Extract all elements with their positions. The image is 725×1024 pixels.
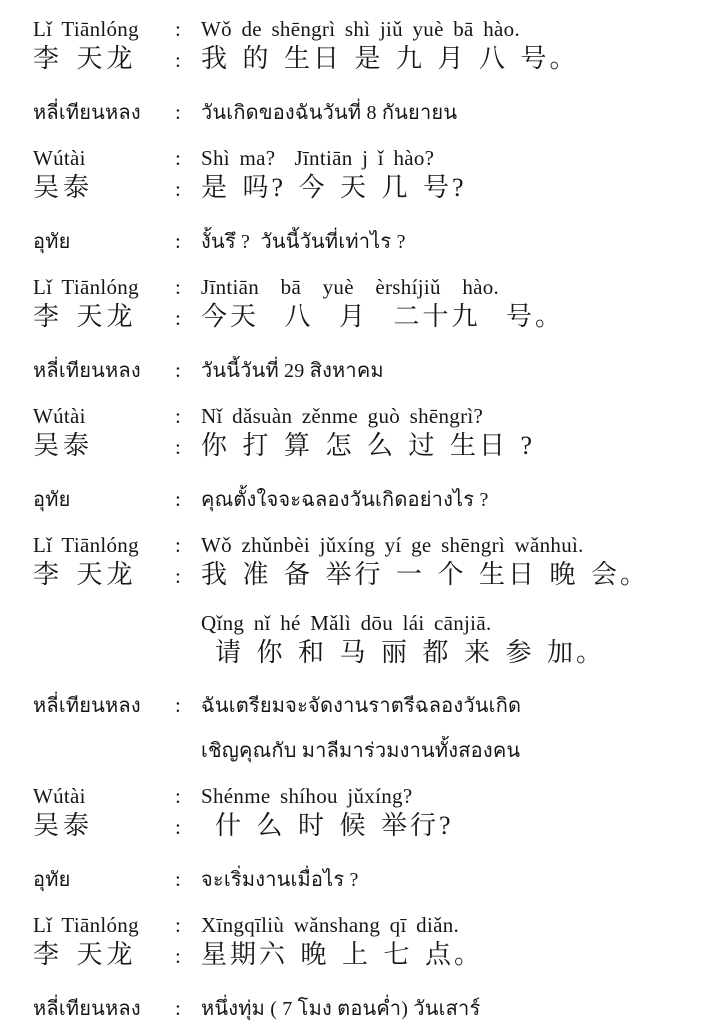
pinyin-line: Xīngqīliù wǎnshang qī diǎn. [201, 913, 460, 937]
dialogue-row-continuation [33, 610, 707, 636]
colon-separator: : [175, 487, 181, 511]
hanzi-line: 我 的 生日 是 九 月 八 号。 [201, 44, 579, 73]
colon-separator: : [175, 996, 181, 1020]
colon-separator: : [175, 100, 181, 124]
dialogue-row-continuation [33, 736, 707, 766]
dialogue-row [33, 171, 707, 206]
dialogue-row [33, 300, 707, 335]
speaker-name: Lǐ Tiānlóng [33, 17, 139, 41]
colon-separator: : [175, 306, 181, 330]
colon-separator: : [175, 693, 181, 717]
speaker-name: 吴泰 [33, 173, 94, 202]
speaker-name: 吴泰 [33, 811, 94, 840]
speaker-name: Lǐ Tiānlóng [33, 275, 139, 299]
thai-line: วันนี้วันที่ 29 สิงหาคม [201, 360, 384, 382]
dialogue-row [33, 429, 707, 464]
speaker-name: อุทัย [33, 489, 71, 511]
thai-line: คุณตั้งใจจะฉลองวันเกิดอย่างไร ? [201, 489, 489, 511]
pinyin-line: Nǐ dǎsuàn zěnme guò shēngrì? [201, 404, 484, 428]
pinyin-line: Jīntiān bā yuè èrshíjiǔ hào. [201, 275, 500, 299]
dialogue-row [33, 912, 707, 938]
speaker-name: Wútài [33, 146, 86, 170]
colon-separator: : [175, 17, 181, 41]
colon-separator: : [175, 564, 181, 588]
speaker-name: Wútài [33, 404, 86, 428]
colon-separator: : [175, 275, 181, 299]
thai-line: วันเกิดของฉันวันที่ 8 กันยายน [201, 102, 458, 124]
dialogue-row [33, 274, 707, 300]
speaker-name: 吴泰 [33, 431, 94, 460]
colon-separator: : [175, 146, 181, 170]
speaker-name: หลี่เทียนหลง [33, 998, 141, 1020]
colon-separator: : [175, 435, 181, 459]
colon-separator: : [175, 229, 181, 253]
thai-line: เชิญคุณกับ มาลีมาร่วมงานทั้งสองคน [201, 740, 521, 762]
thai-line: งั้นรึ ? วันนี้วันที่เท่าไร ? [201, 231, 406, 253]
pinyin-line: Wǒ zhǔnbèi jǔxíng yí ge shēngrì wǎnhuì. [201, 533, 584, 557]
speaker-name: 李 天龙 [33, 560, 137, 589]
speaker-name: Lǐ Tiānlóng [33, 533, 139, 557]
dialogue-row [33, 97, 707, 128]
colon-separator: : [175, 48, 181, 72]
pinyin-line: Wǒ de shēngrì shì jiǔ yuè bā hào. [201, 17, 521, 41]
hanzi-line: 什 么 时 候 举行? [215, 811, 454, 840]
hanzi-line: 今天 八 月 二十九 号。 [201, 302, 565, 331]
speaker-name: Wútài [33, 784, 86, 808]
thai-line: จะเริ่มงานเมื่อไร ? [201, 869, 359, 891]
speaker-name: 李 天龙 [33, 302, 137, 331]
dialogue-row [33, 403, 707, 429]
hanzi-line: 请 你 和 马 丽 都 来 参 加。 [215, 638, 606, 667]
dialogue-row [33, 355, 707, 386]
pinyin-line: Qǐng nǐ hé Mǎlì dōu lái cānjiā. [201, 611, 492, 635]
dialogue-row [33, 532, 707, 558]
speaker-name: หลี่เทียนหลง [33, 695, 141, 717]
thai-line: หนึ่งทุ่ม ( 7 โมง ตอนค่ำ) วันเสาร์ [201, 998, 481, 1020]
speaker-name: อุทัย [33, 869, 71, 891]
dialogue-row [33, 16, 707, 42]
pinyin-line: Shì ma? Jīntiān j ǐ hào? [201, 146, 435, 170]
dialogue-row [33, 938, 707, 973]
hanzi-line: 是 吗? 今 天 几 号? [201, 173, 467, 202]
dialogue-row [33, 993, 707, 1024]
dialogue-row [33, 809, 707, 844]
thai-line: ฉันเตรียมจะจัดงานราตรีฉลองวันเกิด [201, 695, 522, 717]
hanzi-line: 星期六 晚 上 七 点。 [201, 940, 484, 969]
dialogue-row [33, 690, 707, 721]
speaker-name: Lǐ Tiānlóng [33, 913, 139, 937]
dialogue-row [33, 42, 707, 77]
speaker-name: 李 天龙 [33, 940, 137, 969]
hanzi-line: 你 打 算 怎 么 过 生日 ? [201, 431, 536, 460]
speaker-name: หลี่เทียนหลง [33, 102, 141, 124]
pinyin-line: Shénme shíhou jǔxíng? [201, 784, 413, 808]
colon-separator: : [175, 815, 181, 839]
colon-separator: : [175, 913, 181, 937]
colon-separator: : [175, 404, 181, 428]
colon-separator: : [175, 944, 181, 968]
dialogue-row [33, 226, 707, 257]
hanzi-line: 我 准 备 举行 一 个 生日 晚 会。 [201, 560, 650, 589]
speaker-name: อุทัย [33, 231, 71, 253]
colon-separator: : [175, 867, 181, 891]
dialogue-row [33, 145, 707, 171]
colon-separator: : [175, 533, 181, 557]
dialogue-row-continuation [33, 636, 707, 670]
dialogue-row [33, 864, 707, 895]
colon-separator: : [175, 784, 181, 808]
colon-separator: : [175, 177, 181, 201]
speaker-name: 李 天龙 [33, 44, 137, 73]
speaker-name: หลี่เทียนหลง [33, 360, 141, 382]
dialogue-row [33, 783, 707, 809]
dialogue-row [33, 484, 707, 515]
dialogue-row [33, 558, 707, 593]
colon-separator: : [175, 358, 181, 382]
